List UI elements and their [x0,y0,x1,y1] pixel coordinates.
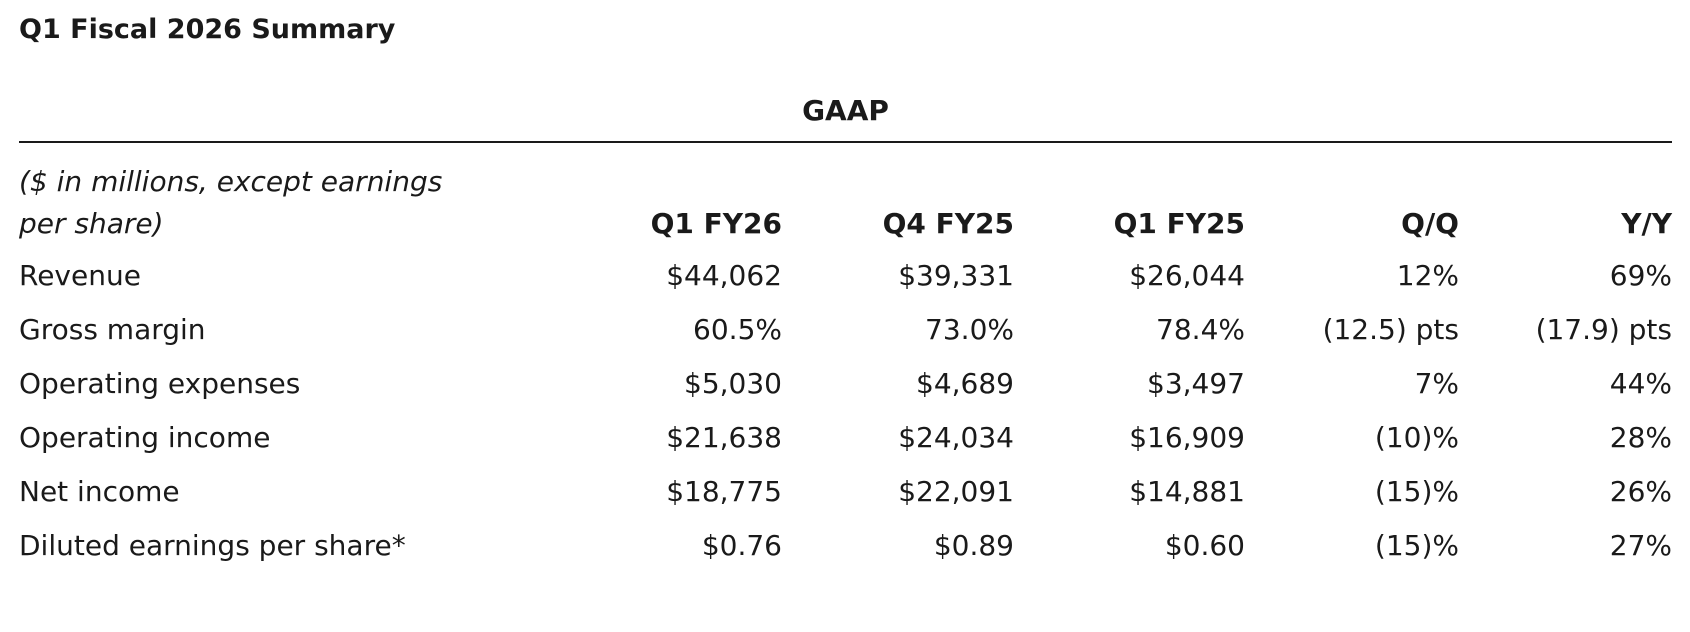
row-label: Diluted earnings per share* [19,528,406,562]
cell-q4fy25: $39,331 [898,258,1014,292]
document-title: Q1 Fiscal 2026 Summary [19,14,396,45]
row-label: Net income [19,474,180,508]
cell-q1fy25: $3,497 [1147,366,1245,400]
cell-q4fy25: $24,034 [898,420,1014,454]
column-header-q4fy25: Q4 FY25 [882,206,1014,240]
header-row-columns [19,198,1672,248]
cell-q1fy26: $0.76 [701,528,782,562]
units-note-line2: per share) [19,206,164,240]
cell-qq: 7% [1414,366,1459,400]
table-row-net-income [19,464,1672,518]
cell-q4fy25: 73.0% [925,312,1014,346]
cell-yy: 27% [1609,528,1672,562]
column-header-qq: Q/Q [1401,206,1459,240]
section-header-gaap: GAAP [802,94,889,127]
cell-q1fy25: $14,881 [1129,474,1245,508]
table-row-operating-expenses [19,356,1672,410]
column-header-yy: Y/Y [1621,206,1672,240]
cell-q1fy26: $5,030 [684,366,782,400]
table-row-operating-income [19,410,1672,464]
cell-q1fy25: $0.60 [1164,528,1245,562]
cell-q1fy25: 78.4% [1156,312,1245,346]
row-label: Gross margin [19,312,206,346]
cell-yy: (17.9) pts [1535,312,1672,346]
header-divider [19,141,1672,143]
cell-qq: (10)% [1374,420,1459,454]
row-label: Operating expenses [19,366,301,400]
cell-yy: 69% [1609,258,1672,292]
row-label: Operating income [19,420,271,454]
table-row-diluted-eps [19,518,1672,572]
cell-q4fy25: $0.89 [933,528,1014,562]
cell-q4fy25: $4,689 [916,366,1014,400]
cell-q4fy25: $22,091 [898,474,1014,508]
financial-summary-table [19,150,1672,572]
header-row-note [19,150,1672,198]
cell-q1fy26: $18,775 [666,474,782,508]
cell-qq: (15)% [1374,528,1459,562]
cell-yy: 44% [1609,366,1672,400]
table-row-revenue [19,248,1672,302]
cell-q1fy25: $26,044 [1129,258,1245,292]
cell-q1fy26: $44,062 [666,258,782,292]
cell-q1fy26: $21,638 [666,420,782,454]
column-header-q1fy26: Q1 FY26 [650,206,782,240]
cell-yy: 28% [1609,420,1672,454]
row-label: Revenue [19,258,141,292]
cell-qq: (12.5) pts [1322,312,1459,346]
units-note-line1: ($ in millions, except earnings [19,165,443,198]
cell-q1fy25: $16,909 [1129,420,1245,454]
cell-q1fy26: 60.5% [693,312,782,346]
table-row-gross-margin [19,302,1672,356]
column-header-q1fy25: Q1 FY25 [1113,206,1245,240]
cell-qq: (15)% [1374,474,1459,508]
cell-yy: 26% [1609,474,1672,508]
cell-qq: 12% [1396,258,1459,292]
